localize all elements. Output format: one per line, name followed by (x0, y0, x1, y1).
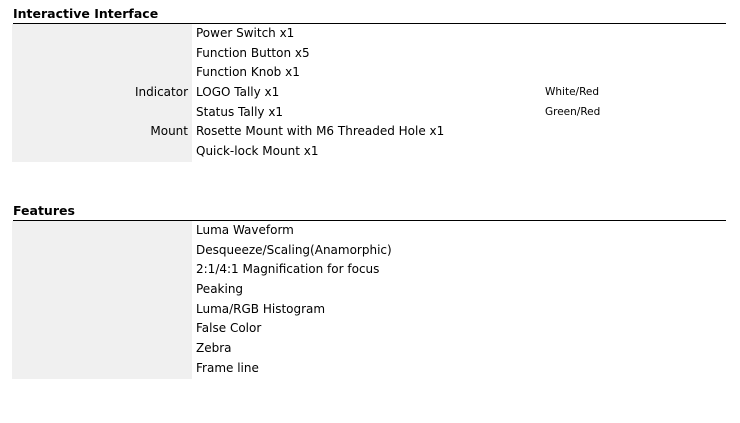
spec-row (12, 260, 726, 280)
row-value: False Color (196, 321, 262, 336)
row-value: Peaking (196, 282, 244, 297)
row-value: Luma/RGB Histogram (196, 301, 326, 316)
row-label (12, 339, 192, 359)
row-value: Function Button x5 (196, 45, 310, 60)
row-label (12, 359, 192, 379)
row-value: Frame line (196, 360, 259, 375)
row-value: Power Switch x1 (196, 26, 295, 40)
spec-row (12, 63, 726, 83)
spec-row (12, 44, 726, 64)
row-extra (542, 44, 545, 64)
row-label (12, 103, 192, 123)
spec-row (12, 339, 726, 359)
spec-row (12, 221, 726, 241)
row-extra (542, 63, 545, 83)
row-extra: White/Red (545, 86, 600, 99)
row-label (12, 241, 192, 261)
spec-row (12, 122, 726, 142)
spec-row (12, 300, 726, 320)
row-label-indicator: Indicator (12, 83, 192, 103)
features-section (0, 201, 726, 379)
row-value: Luma Waveform (196, 223, 294, 237)
features-table (12, 221, 726, 379)
interactive-interface-table (12, 24, 726, 162)
row-value: Quick-lock Mount x1 (196, 144, 319, 159)
spec-row (12, 359, 726, 379)
row-value: Desqueeze/Scaling(Anamorphic) (196, 242, 392, 257)
row-extra (542, 142, 545, 162)
interactive-interface-section (0, 4, 726, 162)
row-label (12, 260, 192, 280)
row-value: Function Knob x1 (196, 65, 300, 80)
row-extra: Green/Red (545, 105, 601, 118)
row-label (12, 221, 192, 241)
row-label (12, 142, 192, 162)
row-extra (542, 122, 545, 142)
row-value: Rosette Mount with M6 Threaded Hole x1 (196, 124, 445, 139)
row-label (12, 44, 192, 64)
spec-row (12, 24, 726, 44)
row-value: LOGO Tally x1 (196, 85, 280, 100)
spec-row (12, 83, 726, 103)
spec-row (12, 142, 726, 162)
row-label-mount: Mount (12, 122, 192, 142)
row-label (12, 319, 192, 339)
spec-row (12, 319, 726, 339)
spec-row (12, 280, 726, 300)
row-label (12, 300, 192, 320)
row-extra (542, 24, 545, 44)
section-title-features: Features (13, 201, 726, 221)
row-label (12, 280, 192, 300)
row-value: Status Tally x1 (196, 104, 284, 119)
row-label (12, 63, 192, 83)
spec-row (12, 103, 726, 123)
section-title-interactive-interface: Interactive Interface (13, 4, 726, 24)
spec-row (12, 241, 726, 261)
row-value: Zebra (196, 341, 232, 356)
row-label (12, 24, 192, 44)
row-value: 2:1/4:1 Magnification for focus (196, 262, 380, 277)
